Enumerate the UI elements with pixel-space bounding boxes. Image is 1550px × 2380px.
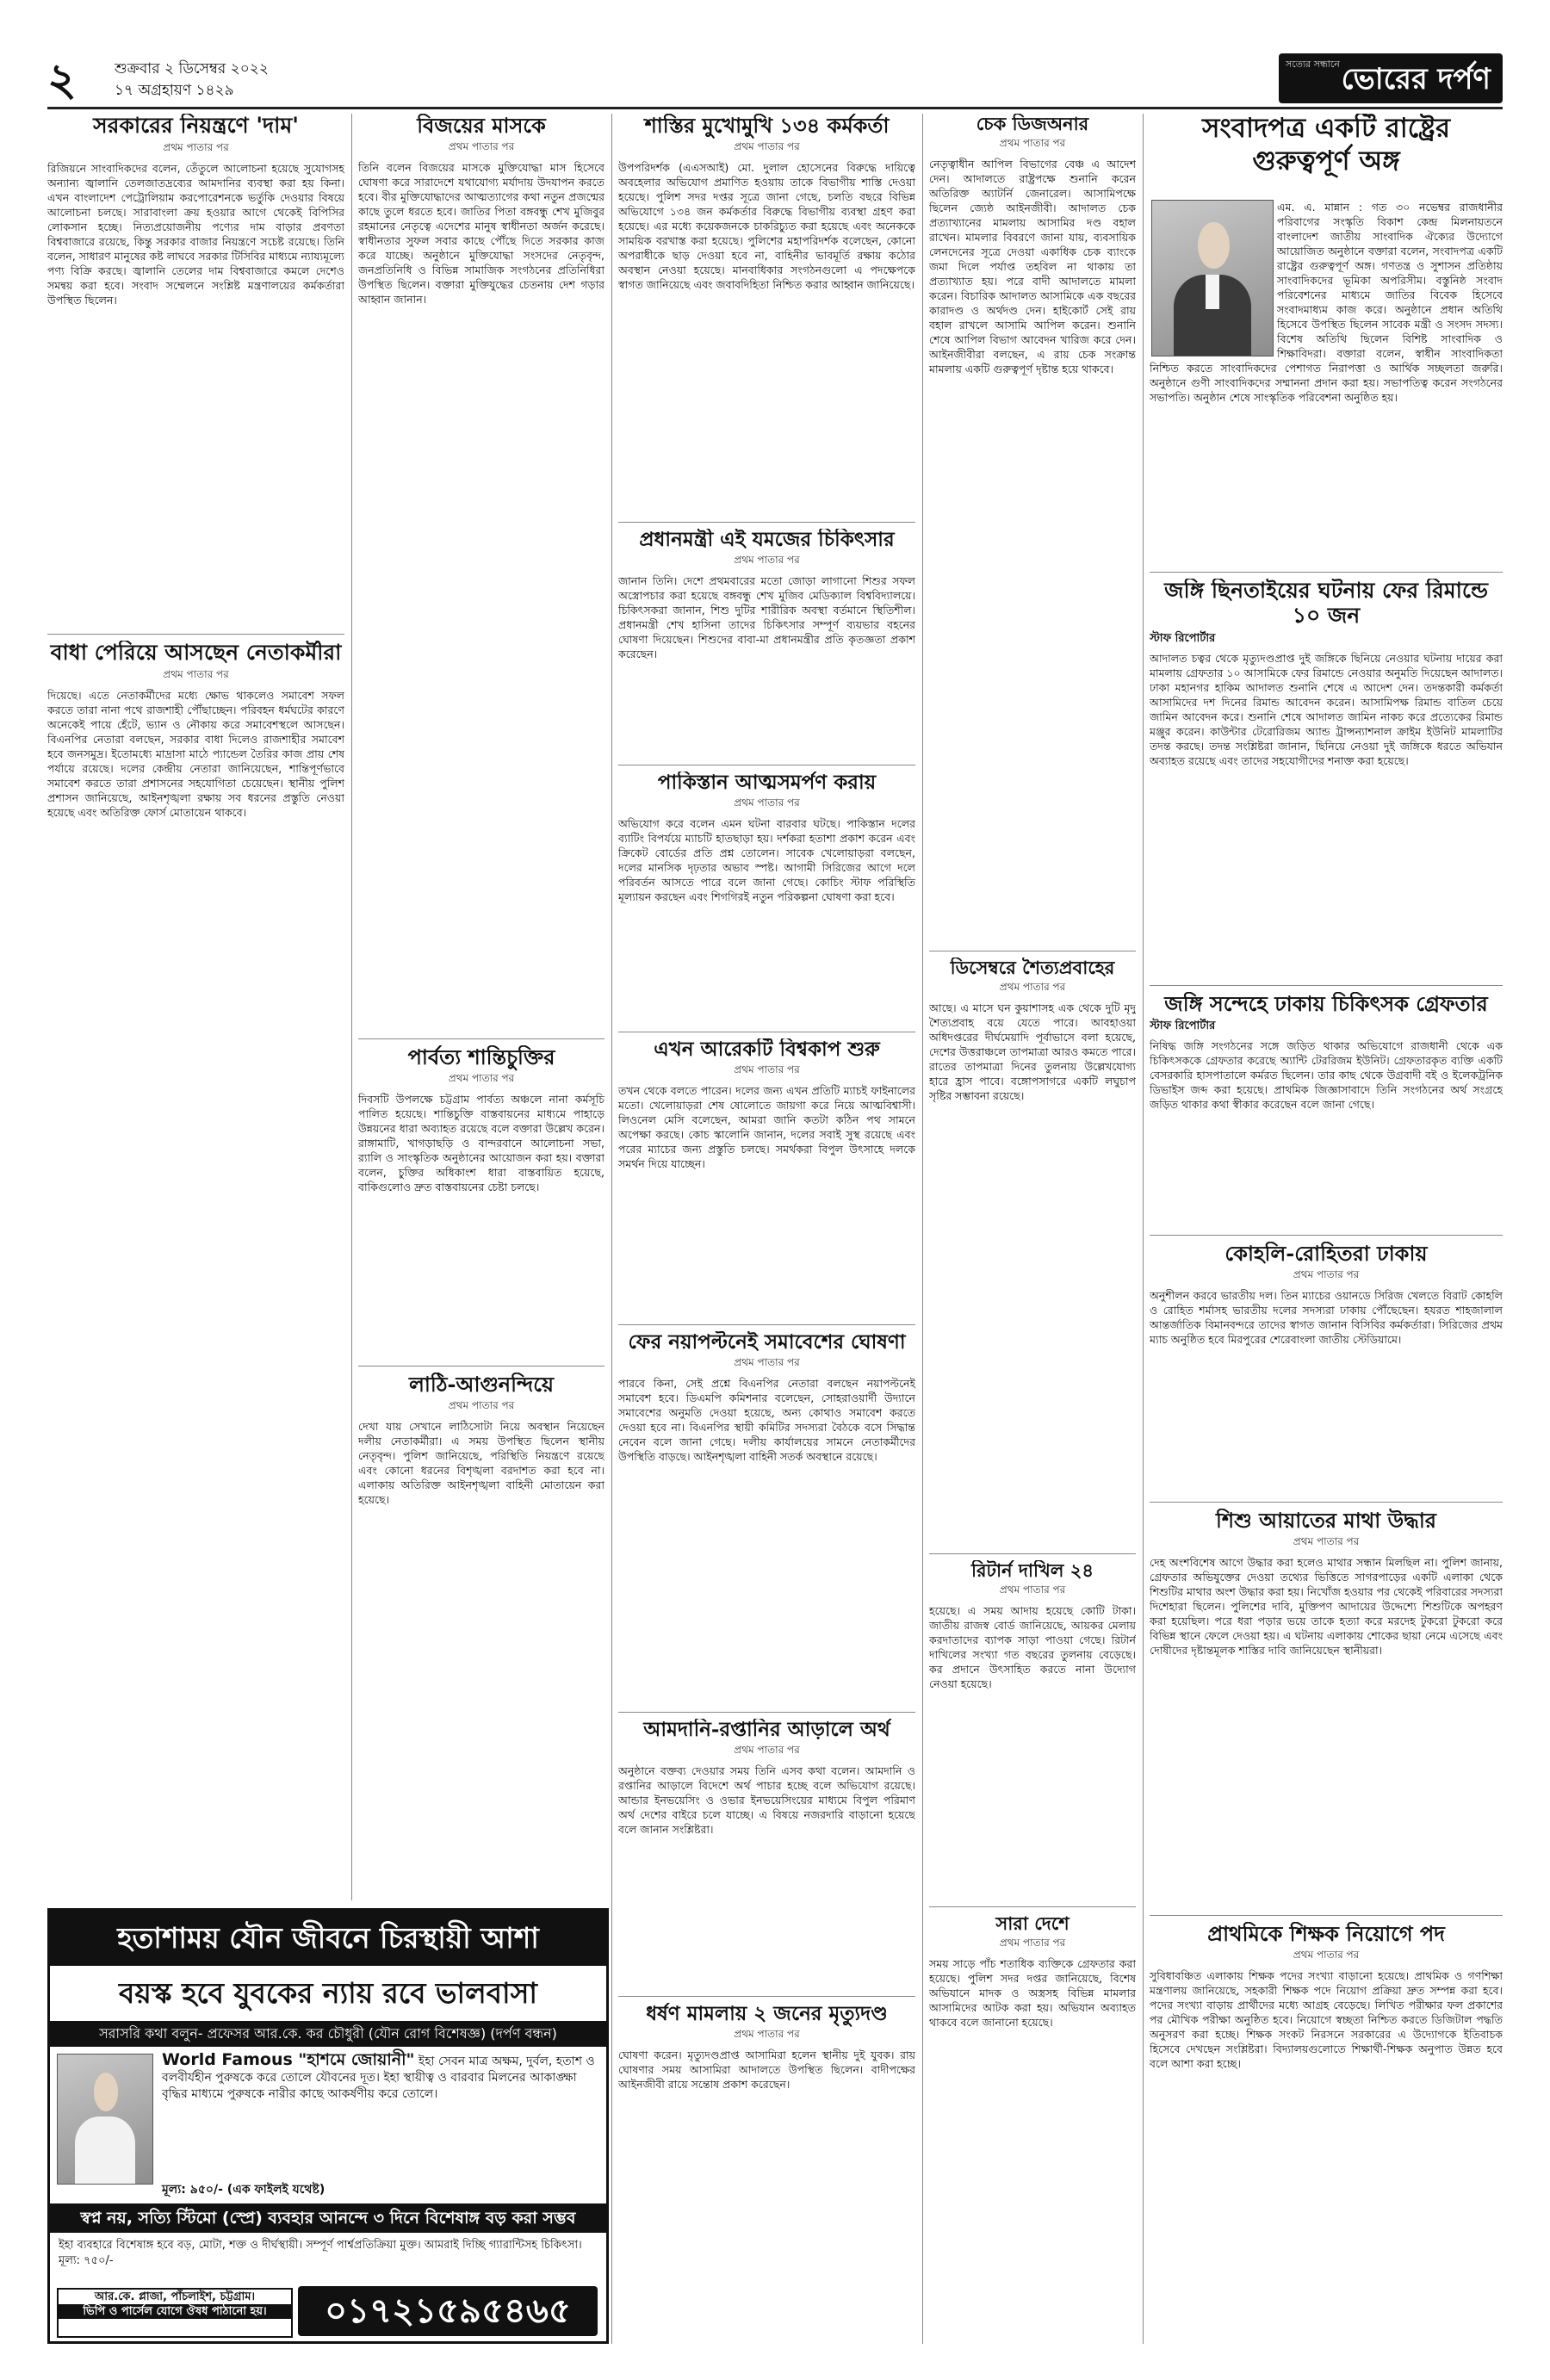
headline: কোহলি-রোহিতরা ঢাকায় (1224, 1242, 1428, 1266)
article-child-ayat (1150, 1509, 1503, 1913)
continued-label: প্রথম পাতার পর (999, 981, 1066, 994)
continued-label: প্রথম পাতার পর (1293, 1267, 1360, 1280)
article-leaders (47, 641, 344, 1898)
headline: পাকিস্তান আত্মসমর্পণ করায় (657, 772, 877, 794)
ad-address (57, 2288, 293, 2338)
ad-product-name: World Famous "হাশমে জোয়ানী" (162, 2050, 415, 2069)
paper-logo (1279, 53, 1503, 103)
headline-line-2: গুরুত্বপূর্ণ অঙ্গ (1252, 145, 1400, 177)
article-govt (47, 114, 344, 630)
ad-doctor-photo (57, 2054, 153, 2185)
article-pm-twins (618, 529, 915, 761)
column-divider (1143, 114, 1144, 2344)
article-body: আদালত চত্বর থেকে মৃত্যুদণ্ডপ্রাপ্ত দুই জঙ্গিকে ছিনিয়ে নেওয়ার ঘটনায় দায়ের করা মামলায় গ্রেফতার ১০ আসামিকে ফের রিমান্ডে নেওয়ার অনুমতি দিয়েছেন আদালত। ঢাকা মহানগর হাকিম আদালত শুনানি শেষে এ আদেশ দেন। তদন্তকারী কর্মকর্তা আসামিদের দশ দিনের রিমান্ড আবেদন করেন। আসামিপক্ষ রিমান্ড বাতিল চেয়ে জামিন আবেদন করে। শুনানি শেষে আদালত জামিন নাকচ করে প্রত্যেকের রিমান্ড মঞ্জুর করেন। কাউন্টার টেরোরিজম অ্যান্ড ট্রান্সন্যাশনাল ক্রাইম ইউনিট মামলাটির তদন্ত করছে। তদন্ত সংশ্লিষ্টরা জানান, ছিনিয়ে নেওয়া দুই জঙ্গিকে ধরতে অভিযান অব্যাহত রয়েছে এবং তাদের সহযোগীদের শনাক্ত করা হয়েছে। (1150, 651, 1503, 767)
headline: ডিসেম্বরে শৈত্যপ্রবাহের (950, 958, 1115, 978)
headline-line-1: সংবাদপত্র একটি রাষ্ট্রের (1201, 114, 1451, 144)
headline: পার্বত্য শান্তিচুক্তির (407, 1045, 555, 1069)
article-teacher (1150, 1922, 1503, 2340)
article-body: তিনি বলেন বিজয়ের মাসকে মুক্তিযোদ্ধা মাস হিসেবে ঘোষণা করে সারাদেশে যথাযোগ্য মর্যাদায় উদযাপন করতে হবে। বীর মুক্তিযোদ্ধাদের আত্মত্যাগের কথা নতুন প্রজন্মের কাছে তুলে ধরতে হবে। জাতির পিতা বঙ্গবন্ধু শেখ মুজিবুর রহমানের নেতৃত্বে এদেশের মানুষ স্বাধীনতা অর্জন করেছে। স্বাধীনতার সুফল সবার কাছে পৌঁছে দিতে সরকার কাজ করে যাচ্ছে। অনুষ্ঠানে মুক্তিযোদ্ধা সংসদের নেতৃবৃন্দ, জনপ্রতিনিধি ও বিভিন্ন সামাজিক সংগঠনের প্রতিনিধিরা উপস্থিত ছিলেন। বক্তারা মুক্তিযুদ্ধের চেতনায় দেশ গড়ার আহ্বান জানান। (358, 160, 604, 306)
divider (358, 1366, 604, 1367)
divider (1150, 572, 1503, 573)
continued-label: প্রথম পাতার পর (999, 1937, 1066, 1949)
article-body: অনুষ্ঠানে বক্তব্য দেওয়ার সময় তিনি এসব কথা বলেন। আমদানি ও রপ্তানির আড়ালে বিদেশে অর্থ পাচার হচ্ছে বলে অভিযোগ রয়েছে। আন্ডার ইনভয়েসিং ও ওভার ইনভয়েসিংয়ের মাধ্যমে বিপুল পরিমাণ অর্থ দেশের বাইরে চলে যাচ্ছে। এ বিষয়ে নজরদারি বাড়ানো হয়েছে বলে জানান সংশ্লিষ্টরা। (618, 1764, 915, 1837)
byline: স্টাফ রিপোর্টার (1150, 631, 1216, 645)
divider (929, 1553, 1136, 1554)
article-body: অনুশীলন করবে ভারতীয় দল। তিন ম্যাচের ওয়ানডে সিরিজ খেলতে বিরাট কোহলি ও রোহিত শর্মাসহ ভারতীয় দলের সদস্যরা ঢাকায় পৌঁছেছেন। হযরত শাহজালাল আন্তর্জাতিক বিমানবন্দরে তাদের স্বাগত জানান বিসিবির কর্মকর্তারা। সিরিজের প্রথম ম্যাচ অনুষ্ঠিত হবে মিরপুরের শেরেবাংলা জাতীয় স্টেডিয়ামে। (1150, 1288, 1503, 1346)
headline: লাঠি-আগুনন্দিয়ে (408, 1373, 554, 1397)
article-body: সুবিধাবঞ্চিত এলাকায় শিক্ষক পদের সংখ্যা বাড়ানো হয়েছে। প্রাথমিক ও গণশিক্ষা মন্ত্রণালয় জানিয়েছে, সহকারী শিক্ষক পদে নিয়োগ প্রক্রিয়া দ্রুত সম্পন্ন করা হবে। পদের সংখ্যা বাড়ায় প্রার্থীদের মধ্যে আগ্রহ বেড়েছে। লিখিত পরীক্ষার ফল প্রকাশের পর মৌখিক পরীক্ষা অনুষ্ঠিত হবে। নিয়োগে স্বচ্ছতা নিশ্চিত করতে ডিজিটাল পদ্ধতি অনুসরণ করা হচ্ছে। শিক্ষক সংকট নিরসনে সরকারের এ উদ্যোগকে ইতিবাচক হিসেবে দেখছেন সংশ্লিষ্টরা। বিদ্যালয়গুলোতে শিক্ষার্থী-শিক্ষক অনুপাত উন্নত হবে বলে আশা করা হচ্ছে। (1150, 1968, 1503, 2070)
continued-label: প্রথম পাতার পর (734, 1744, 800, 1757)
continued-label: প্রথম পাতার পর (448, 139, 515, 152)
advertisement (47, 1908, 609, 2344)
headline: আমদানি-রপ্তানির আড়ালে অর্থ (643, 1719, 890, 1741)
article-world-cup (618, 1038, 915, 1323)
lead-headline (1150, 114, 1503, 191)
article-kohli (1150, 1242, 1503, 1500)
article-body: নেতৃত্বাধীন আপিল বিভাগের বেঞ্চ এ আদেশ দেন। আদালতে রাষ্ট্রপক্ষে শুনানি করেন অতিরিক্ত অ্যাটর্নি জেনারেল। আসামিপক্ষে ছিলেন জ্যেষ্ঠ আইনজীবী। আদালত চেক প্রত্যাখ্যানের মামলায় আসামির দণ্ড বহাল রাখেন। মামলার বিবরণে জানা যায়, ব্যবসায়িক লেনদেনের সূত্রে দেওয়া একাধিক চেক ব্যাংকে জমা দিলে পর্যাপ্ত তহবিল না থাকায় তা প্রত্যাখ্যাত হয়। পরে বাদী আদালতে মামলা করেন। বিচারিক আদালত আসামিকে এক বছরের কারাদণ্ড ও অর্থদণ্ড দেন। হাইকোর্ট সেই রায় বহাল রাখলে আসামি আপিল করেন। শুনানি শেষে আপিল বিভাগ আবেদন খারিজ করে দেন। আইনজীবীরা বলছেন, এ রায় চেক সংক্রান্ত মামলায় একটি গুরুত্বপূর্ণ দৃষ্টান্ত হয়ে থাকবে। (929, 158, 1136, 376)
article-pakistan (618, 772, 915, 1030)
article-body: নিষিদ্ধ জঙ্গি সংগঠনের সঙ্গে জড়িত থাকার অভিযোগে রাজধানী থেকে এক চিকিৎসককে গ্রেফতার করেছে অ্যান্টি টেররিজম ইউনিট। গ্রেফতারকৃত ব্যক্তি একটি বেসরকারি হাসপাতালে কর্মরত ছিলেন। তার কাছ থেকে উগ্রবাদী বই ও ইলেকট্রনিক ডিভাইস জব্দ করা হয়েছে। প্রাথমিক জিজ্ঞাসাবাদে তিনি সংগঠনের অর্থ সংগ্রহে জড়িত থাকার কথা স্বীকার করেছেন বলে জানা গেছে। (1150, 1038, 1503, 1111)
ad-product (162, 2052, 598, 2103)
headline: শাস্তির মুখোমুখি ১৩৪ কর্মকর্তা (644, 114, 890, 138)
divider (1150, 1502, 1503, 1503)
article-body: দেখা যায় সেখানে লাঠিসোটা নিয়ে অবস্থান নিয়েছেন দলীয় নেতাকর্মীরা। এ সময় উপস্থিত ছিলেন স্থানীয় নেতৃবৃন্দ। পুলিশ জানিয়েছে, পরিস্থিতি নিয়ন্ত্রণে রয়েছে এবং কোনো ধরনের বিশৃঙ্খলা বরদাশত করা হবে না। এলাকায় অতিরিক্ত আইনশৃঙ্খলা বাহিনী মোতায়েন করা হয়েছে। (358, 1419, 604, 1506)
headline: জঙ্গি ছিনতাইয়ের ঘটনায় ফের রিমান্ডে ১০ জন (1164, 579, 1488, 628)
headline: সারা দেশে (995, 1913, 1070, 1934)
article-body: সময় সাড়ে পাঁচ শতাধিক ব্যক্তিকে গ্রেফতার করা হয়েছে। পুলিশ সদর দপ্তর জানিয়েছে, বিশেষ অভিযানে মাদক ও অস্ত্রসহ বিভিন্ন মামলার আসামিদের আটক করা হয়। অভিযান অব্যাহত থাকবে বলে জানানো হয়েছে। (929, 1957, 1136, 2030)
page-number: ২ (47, 53, 77, 106)
divider (1150, 1915, 1503, 1916)
continued-label: প্রথম পাতার পর (163, 140, 229, 153)
divider (618, 1996, 915, 1997)
column-divider (922, 114, 923, 2344)
divider (929, 1906, 1136, 1907)
continued-label: প্রথম পাতার পর (734, 2028, 800, 2041)
divider (618, 1324, 915, 1325)
divider (1150, 985, 1503, 986)
divider (618, 1712, 915, 1713)
continued-label: প্রথম পাতার পর (448, 1398, 515, 1411)
headline: ফের নয়াপল্টনেই সমাবেশের ঘোষণা (628, 1331, 906, 1354)
continued-label: প্রথম পাতার পর (734, 1356, 800, 1369)
article-doctor-arrest (1150, 992, 1503, 1233)
article-body: হয়েছে। এ সময় আদায় হয়েছে কোটি টাকা। জাতীয় রাজস্ব বোর্ড জানিয়েছে, আয়কর মেলায় করদাতাদের ব্যাপক সাড়া পাওয়া গেছে। রিটার্ন দাখিলের সংখ্যা গত বছরের তুলনায় বেড়েছে। কর প্রদানে উৎসাহিত করতে নানা উদ্যোগ নেওয়া হয়েছে। (929, 1604, 1136, 1691)
article-press (1150, 200, 1503, 568)
article-cheque (929, 114, 1136, 949)
headline: বাধা পেরিয়ে আসছেন নেতাকর্মীরা (50, 641, 342, 665)
article-body: দিয়েছে। এতে নেতাকর্মীদের মধ্যে ক্ষোভ থাকলেও সমাবেশ সফল করতে তারা নানা পথে রাজশাহী পৌঁছাচ্ছেন। পরিবহন ধর্মঘটের কারণে অনেকেই পায়ে হেঁটে, ভ্যান ও নৌকায় করে সমাবেশস্থলে আসছেন। বিএনপির নেতারা বলছেন, সরকার বাধা দিলেও রাজশাহীর সমাবেশ হবে জনসমুদ্র। ইতোমধ্যে মাদ্রাসা মাঠে প্যান্ডেল তৈরির কাজ প্রায় শেষ পর্যায়ে রয়েছে। দলের কেন্দ্রীয় নেতারা জানিয়েছেন, শান্তিপূর্ণভাবে সমাবেশ করতে তারা প্রশাসনের সহযোগিতা চেয়েছেন। স্থানীয় পুলিশ প্রশাসন জানিয়েছে, আইনশৃঙ্খলা রক্ষায় সব ধরনের প্রস্তুতি নেওয়া হয়েছে এবং অতিরিক্ত ফোর্স মোতায়েন থাকবে। (47, 688, 344, 819)
article-body: তখন থেকে বলতে পারেন। দলের জন্য এখন প্রতিটি ম্যাচই ফাইনালের মতো। খেলোয়াড়রা শেষ ষোলোতে জায়গা করে নিয়ে আত্মবিশ্বাসী। লিওনেল মেসি বলেছেন, আমরা জানি কতটা কঠিন পথ সামনে অপেক্ষা করছে। কোচ স্কালোনি জানান, দলের সবাই সুস্থ রয়েছে এবং পরের ম্যাচের জন্য প্রস্তুতি চলছে। সমর্থকরা বিপুল উৎসাহে দলকে সমর্থন দিয়ে যাচ্ছেন। (618, 1084, 915, 1171)
headline: রিটার্ন দাখিল ২৪ (970, 1560, 1094, 1581)
article-body: ঘোষণা করেন। মৃত্যুদণ্ডপ্রাপ্ত আসামিরা হলেন স্থানীয় দুই যুবক। রায় ঘোষণার সময় আসামিরা আদালতে উপস্থিত ছিলেন। বাদীপক্ষের আইনজীবী রায়ে সন্তোষ প্রকাশ করেছেন। (618, 2048, 915, 2092)
article-body: উপপরিদর্শক (এএসআই) মো. দুলাল হোসেনের বিরুদ্ধে দায়িত্বে অবহেলার অভিযোগ প্রমাণিত হওয়ায় তাকে বিভাগীয় শাস্তি দেওয়া হয়েছে। পুলিশ সদর দপ্তর সূত্রে জানা গেছে, চলতি বছরে বিভিন্ন অভিযোগে ১৩৪ জন কর্মকর্তার বিরুদ্ধে বিভাগীয় ব্যবস্থা গ্রহণ করা হয়েছে। এর মধ্যে কয়েকজনকে চাকরিচ্যুত করা হয়েছে এবং অনেককে সাময়িক বরখাস্ত করা হয়েছে। পুলিশের মহাপরিদর্শক বলেছেন, কোনো অপরাধীকে ছাড় দেওয়া হবে না, বাহিনীর ভাবমূর্তি রক্ষায় কঠোর অবস্থান নেওয়া হয়েছে। মানবাধিকার সংগঠনগুলো এ পদক্ষেপকে স্বাগত জানিয়েছে এবং জবাবদিহিতা নিশ্চিত করার আহ্বান জানিয়েছে। (618, 160, 915, 291)
headline: এখন আরেকটি বিশ্বকাপ শুরু (654, 1038, 880, 1061)
ad-price: মূল্য: ৯৫০/- (এক ফাইলই যথেষ্ট) (162, 2183, 326, 2197)
article-body: রিজিয়নে সাংবাদিকদের বলেন, তেঁতুলে আলোচনা হয়েছে সুযোগসহ অন্যান্য জ্বালানি তেলজাতদ্রব্যের আমদানির ব্যবস্থা করা হয় কিনা। এখন বাংলাদেশ পেট্রোলিয়াম করপোরেশনকে ভর্তুকি দেওয়ার বিষয়ে আলোচনা চলছে। সারাবাংলা ক্রয় হওয়ার আগে থেকেই বিপিসির লোকসান হচ্ছে। নিত্যপ্রয়োজনীয় পণ্যের দাম বাড়ার প্রবণতা বিশ্ববাজারে রয়েছে, কিন্তু সরকার বাজার নিয়ন্ত্রণে সচেষ্ট রয়েছে। তিনি বলেন, সাধারণ মানুষের কষ্ট লাঘবে সরকার টিসিবির মাধ্যমে ন্যায্যমূল্যে পণ্য বিক্রি করছে। জ্বালানি তেলের দাম বিশ্ববাজারে কমলে দেশেও সমন্বয় করা হবে। সংবাদ সম্মেলনে সংশ্লিষ্ট মন্ত্রণালয়ের কর্মকর্তারা উপস্থিত ছিলেন। (47, 161, 344, 307)
article-body: পারবে কিনা, সেই প্রশ্নে বিএনপির নেতারা বলছেন নয়াপল্টনেই সমাবেশ হবে। ডিএমপি কমিশনার বলেছেন, সোহরাওয়ার্দী উদ্যানে সমাবেশের অনুমতি দেওয়া হয়েছে, অন্য কোথাও সমাবেশ করতে দেওয়া হবে না। বিএনপির স্থায়ী কমিটির সদস্যরা বৈঠকে বসে সিদ্ধান্ত নেবেন বলে জানা গেছে। দলীয় কার্যালয়ের সামনে নেতাকর্মীদের উপস্থিতি বাড়ছে। আইনশৃঙ্খলা বাহিনী সতর্ক অবস্থানে রয়েছে। (618, 1377, 915, 1464)
date-gregorian: শুক্রবার ২ ডিসেম্বর ২০২২ (115, 60, 269, 77)
article-nationwide (929, 1913, 1136, 2340)
headline: চেক ডিজঅনার (976, 114, 1089, 134)
divider (358, 1038, 604, 1039)
article-body: জানান তিনি। দেশে প্রথমবারের মতো জোড়া লাগানো শিশুর সফল অস্ত্রোপচার করা হয়েছে বঙ্গবন্ধু শেখ মুজিব মেডিক্যাল বিশ্ববিদ্যালয়ে। চিকিৎসকরা জানান, শিশু দুটির শারীরিক অবস্থা বর্তমানে স্থিতিশীল। প্রধানমন্ত্রী শেখ হাসিনা তাদের চিকিৎসার সম্পূর্ণ ব্যয়ভার বহনের ঘোষণা দিয়েছেন। শিশুদের বাবা-মা প্রধানমন্ত্রীর প্রতি কৃতজ্ঞতা প্রকাশ করেছেন। (618, 574, 915, 661)
ad-product-desc: ইহা সেবন মাত্র অক্ষম, দুর্বল, হতাশ ও বলবীর্যহীন পুরুষকে করে তোলে যৌবনের দূত। ইহা স্থায়ীত্ব ও বারবার মিলনের আকাঙ্ক্ষা বৃদ্ধির মাধ্যমে পুরুষকে নারীর কাছে আকর্ষণীয় করে তোলে। (162, 2055, 595, 2101)
article-officers (618, 114, 915, 518)
continued-label: প্রথম পাতার পর (1293, 1534, 1360, 1547)
paper-tagline: সত্যের সন্ধানে (1286, 59, 1340, 70)
headline: সরকারের নিয়ন্ত্রণে 'দাম' (93, 114, 299, 138)
article-body: দেহ অংশবিশেষ আগে উদ্ধার করা হলেও মাথার সন্ধান মিলছিল না। পুলিশ জানায়, গ্রেফতার অভিযুক্তের দেওয়া তথ্যের ভিত্তিতে সাগরপাড়ের একটি এলাকা থেকে শিশুটির মাথার অংশ উদ্ধার করা হয়। নিখোঁজ হওয়ার পর থেকেই পরিবারের সদস্যরা দিশেহারা ছিলেন। পুলিশের দাবি, মুক্তিপণ আদায়ের উদ্দেশ্যে শিশুটিকে অপহরণ করা হয়েছিল। পরে ধরা পড়ার ভয়ে তাকে হত্যা করে মরদেহ টুকরো টুকরো করে বিভিন্ন স্থানে ফেলে দেওয়া হয়। এ ঘটনায় এলাকায় শোকের ছায়া নেমে এসেছে এবং দোষীদের দৃষ্টান্তমূলক শাস্তির দাবি জানিয়েছেন স্থানীয়রা। (1150, 1555, 1503, 1657)
article-peace-accord (358, 1045, 604, 1364)
continued-label: প্রথম পাতার পর (734, 554, 800, 567)
headline: ধর্ষণ মামলায় ২ জনের মৃত্যুদণ্ড (646, 2003, 888, 2025)
article-naya-paltan (618, 1331, 915, 1710)
paper-name: ভোরের দর্পণ (1341, 62, 1491, 96)
headline: জঙ্গি সন্দেহে ঢাকায় চিকিৎসক গ্রেফতার (1164, 992, 1488, 1016)
ad-contact-band: সরাসরি কথা বলুন- প্রফেসর আর.কে. কর চৌধুরী (যৌন রোগ বিশেষজ্ঞ) (দর্পণ বন্ধন) (50, 2021, 606, 2047)
article-death-sentence (618, 2003, 915, 2339)
article-tax-return (929, 1560, 1136, 1905)
continued-label: প্রথম পাতার পর (999, 137, 1066, 150)
continued-label: প্রথম পাতার পর (163, 667, 229, 680)
column-divider (611, 114, 612, 2344)
ad-headline-2: বয়স্ক হবে যুবকের ন্যায় রবে ভালবাসা (119, 1976, 537, 2010)
divider (618, 522, 915, 523)
article-mask (358, 114, 604, 1035)
article-import-export (618, 1719, 915, 1994)
article-body: আছে। এ মাসে ঘন কুয়াশাসহ এক থেকে দুটি মৃদু শৈত্যপ্রবাহ বয়ে যেতে পারে। আবহাওয়া অধিদপ্তরের দীর্ঘমেয়াদি পূর্বাভাসে বলা হয়েছে, দেশের উত্তরাঞ্চলে তাপমাত্রা আরও কমতে পারে। রাতের তাপমাত্রা দিনের তুলনায় উল্লেখযোগ্য হারে হ্রাস পাবে। বঙ্গোপসাগরে একটি লঘুচাপ সৃষ্টির সম্ভাবনা রয়েছে। (929, 1001, 1136, 1103)
date-bengali: ১৭ অগ্রহায়ণ ১৪২৯ (115, 82, 234, 99)
continued-label: প্রথম পাতার পর (999, 1584, 1066, 1596)
masthead (47, 53, 1503, 109)
headline: প্রাথমিকে শিক্ষক নিয়োগে পদ (1207, 1922, 1445, 1946)
ad-band-2: স্বপ্ন নয়, সত্যি স্টিমো (স্প্রে) ব্যবহার আনন্দে ৩ দিনে বিশেষাঙ্গ বড় করা সম্ভব (50, 2203, 606, 2233)
ad-phone-number: ০১৭২১৫৯৫৪৬৫ (298, 2286, 598, 2336)
ad-headline-1: হতাশাময় যৌন জীবনে চিরস্থায়ী আশা (50, 1911, 606, 1966)
ad-description: ইহা ব্যবহারে বিশেষাঙ্গ হবে বড়, মোটা, শক্ত ও দীর্ঘস্থায়ী। সম্পূর্ণ পার্শ্বপ্রতিক্রিয়া মুক্ত। আমরাই দিচ্ছি গ্যারান্টিসহ চিকিৎসা। মূল্য: ৭৫০/- (59, 2239, 582, 2267)
article-lathi (358, 1373, 604, 1898)
continued-label: প্রথম পাতার পর (448, 1071, 515, 1084)
article-body: অভিযোগ করে বলেন এমন ঘটনা বারবার ঘটছে। পাকিস্তান দলের ব্যাটিং বিপর্যয়ে ম্যাচটি হাতছাড়া হয়। দর্শকরা হতাশা প্রকাশ করেন এবং ক্রিকেট বোর্ডের প্রতি প্রশ্ন তোলেন। সাবেক খেলোয়াড়রা বলছেন, দলের মানসিক দৃঢ়তার অভাব স্পষ্ট। আগামী সিরিজের আগে দলে পরিবর্তন আসতে পারে বলে জানা গেছে। কোচিং স্টাফ পরিস্থিতি মূল্যায়ন করছেন এবং শিগগিরই নতুন পরিকল্পনা ঘোষণা করা হবে। (618, 817, 915, 904)
ad-address-line-2: ভিপি ও পার্সেল যোগে ঔষধ পাঠানো হয়। (59, 2304, 291, 2319)
article-cold-wave (929, 958, 1136, 1552)
continued-label: প্রথম পাতার পর (734, 796, 800, 809)
divider (1150, 1235, 1503, 1236)
article-body: দিবসটি উপলক্ষে চট্টগ্রাম পার্বত্য অঞ্চলে নানা কর্মসূচি পালিত হয়েছে। শান্তিচুক্তি বাস্তবায়নের মাধ্যমে পাহাড়ে উন্নয়নের ধারা অব্যাহত রয়েছে বলে বক্তারা উল্লেখ করেন। রাঙ্গামাটি, খাগড়াছড়ি ও বান্দরবানে আলোচনা সভা, র‍্যালি ও সাংস্কৃতিক অনুষ্ঠানের আয়োজন করা হয়। বক্তারা বলেন, চুক্তির অধিকাংশ ধারা বাস্তবায়িত হয়েছে, বাকিগুলোও দ্রুত বাস্তবায়নের চেষ্টা চলছে। (358, 1092, 604, 1193)
article-remand (1150, 579, 1503, 983)
headline: প্রধানমন্ত্রী এই যমজের চিকিৎসার (639, 529, 895, 551)
divider (47, 634, 344, 635)
headline: শিশু আয়াতের মাথা উদ্ধার (1216, 1509, 1436, 1533)
continued-label: প্রথম পাতার পর (1293, 1948, 1360, 1961)
continued-label: প্রথম পাতার পর (734, 1063, 800, 1076)
column-divider (351, 114, 352, 1900)
ad-address-line-1: আর.কে. প্লাজা, পাঁচলাইশ, চট্টগ্রাম। (94, 2290, 256, 2303)
continued-label: প্রথম পাতার পর (734, 139, 800, 152)
article-body: এম. এ. মান্নান : গত ৩০ নভেম্বর রাজধানীর পরিবাগের সংস্কৃতি বিকাশ কেন্দ্র মিলনায়তনে বাংলাদেশ জাতীয় সাংবাদিক ঐক্যের উদ্যোগে আয়োজিত অনুষ্ঠানে বক্তারা বলেন, সংবাদপত্র একটি রাষ্ট্রের গুরুত্বপূর্ণ অঙ্গ। গণতন্ত্র ও সুশাসন প্রতিষ্ঠায় সাংবাদিকদের ভূমিকা অপরিসীম। বস্তুনিষ্ঠ সংবাদ পরিবেশনের মাধ্যমে জাতির বিবেক হিসেবে সংবাদমাধ্যম কাজ করে। অনুষ্ঠানে প্রধান অতিথি হিসেবে উপস্থিত ছিলেন সাবেক মন্ত্রী ও সংসদ সদস্য। বিশেষ অতিথি ছিলেন বিশিষ্ট সাংবাদিক ও শিক্ষাবিদরা। বক্তারা বলেন, স্বাধীন সাংবাদিকতা নিশ্চিত করতে সাংবাদিকদের পেশাগত নিরাপত্তা ও আর্থিক সচ্ছলতা জরুরি। অনুষ্ঠানে গুণী সাংবাদিকদের সম্মাননা প্রদান করা হয়। সভাপতিত্ব করেন সংগঠনের সভাপতি। অনুষ্ঠান শেষে সাংস্কৃতিক পরিবেশনা অনুষ্ঠিত হয়। (1150, 201, 1503, 404)
byline: স্টাফ রিপোর্টার (1150, 1019, 1216, 1032)
headline: বিজয়ের মাসকে (417, 114, 546, 138)
date-line (115, 59, 269, 102)
